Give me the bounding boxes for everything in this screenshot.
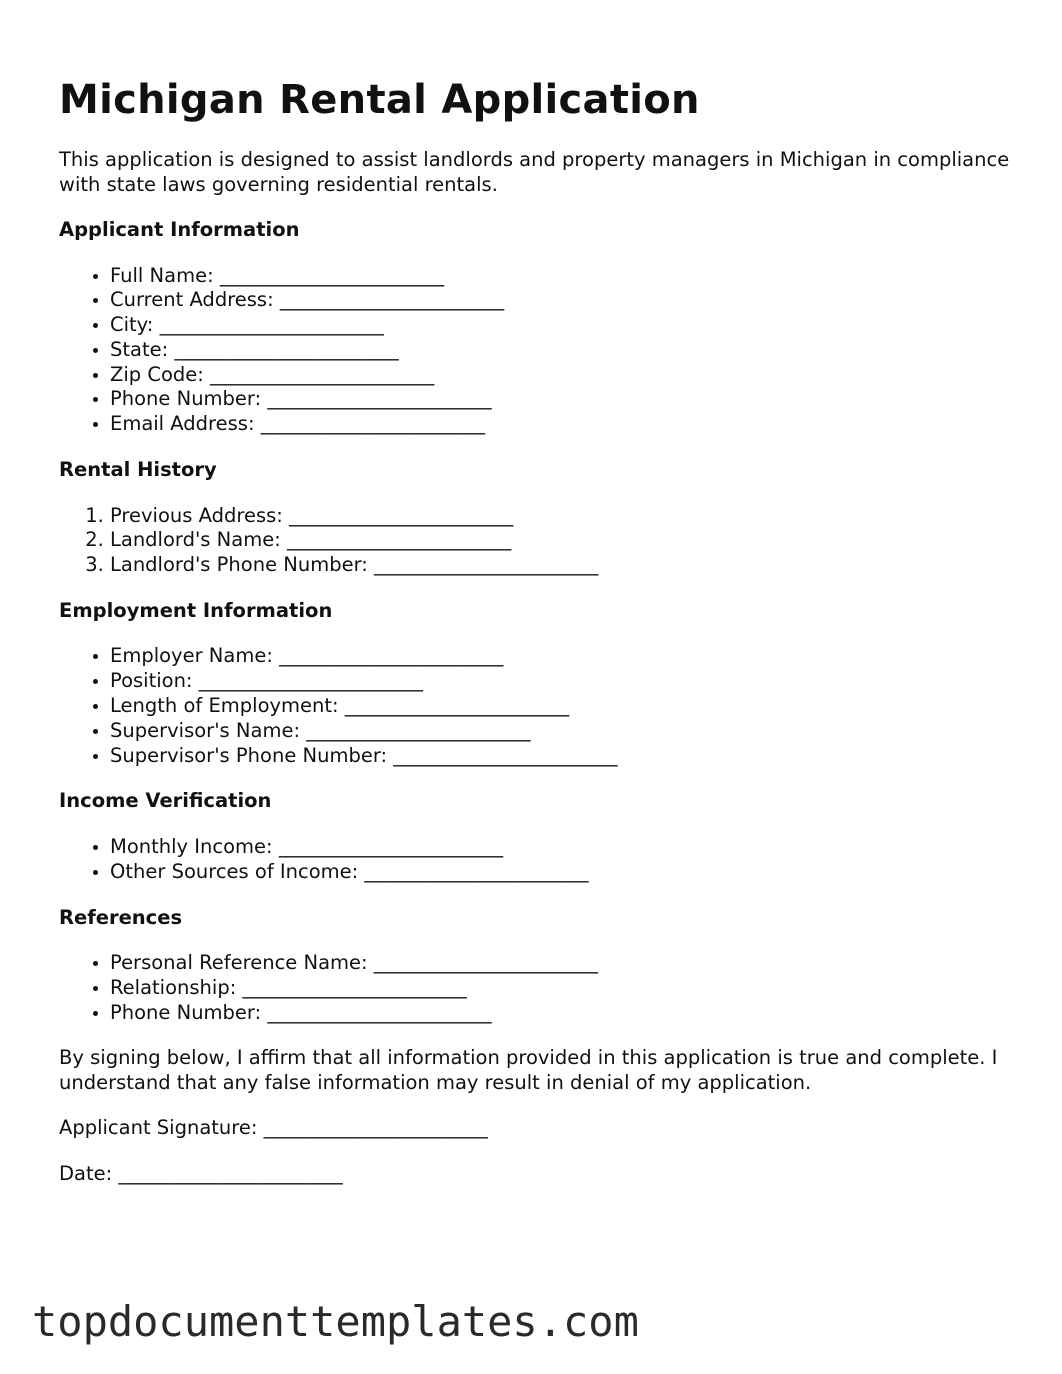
field-label: Zip Code: bbox=[110, 362, 204, 386]
list-item bbox=[110, 835, 1019, 860]
blank-line[interactable]: _______________________ bbox=[364, 859, 589, 883]
document-page bbox=[59, 70, 1019, 1207]
field-label: Position: bbox=[110, 669, 193, 693]
field-label: State: bbox=[110, 337, 169, 361]
blank-line[interactable]: _______________________ bbox=[393, 743, 618, 767]
list-item bbox=[110, 553, 1019, 578]
list-item bbox=[110, 288, 1019, 313]
blank-line[interactable]: _______________________ bbox=[242, 975, 467, 999]
blank-line[interactable]: _______________________ bbox=[278, 834, 504, 858]
blank-line[interactable]: _______________________ bbox=[306, 718, 531, 742]
field-label: City: bbox=[110, 313, 154, 337]
field-label: Supervisor's Phone Number: bbox=[110, 743, 388, 767]
blank-line[interactable]: _______________________ bbox=[260, 412, 485, 436]
field-label: Current Address: bbox=[110, 288, 274, 312]
blank-line[interactable]: _______________________ bbox=[219, 263, 445, 287]
applicant-fields-list bbox=[59, 264, 1019, 438]
date-label: Date: bbox=[59, 1161, 113, 1185]
field-label: Other Sources of Income: bbox=[110, 859, 359, 883]
list-item bbox=[110, 264, 1019, 289]
list-item bbox=[110, 719, 1019, 744]
field-label: Phone Number: bbox=[110, 1000, 262, 1024]
list-item bbox=[110, 744, 1019, 769]
list-item bbox=[110, 951, 1019, 976]
blank-line[interactable]: _______________________ bbox=[279, 644, 504, 668]
list-item bbox=[110, 860, 1019, 885]
blank-line[interactable]: _______________________ bbox=[267, 387, 492, 411]
list-item bbox=[110, 412, 1019, 437]
employment-fields-list bbox=[59, 644, 1019, 768]
blank-line[interactable]: _______________________ bbox=[286, 528, 512, 552]
field-label: Phone Number: bbox=[110, 387, 262, 411]
signature-label: Applicant Signature: bbox=[59, 1116, 258, 1140]
list-item bbox=[110, 363, 1019, 388]
field-label: Monthly Income: bbox=[110, 834, 273, 858]
blank-line[interactable]: _______________________ bbox=[210, 362, 435, 386]
blank-line[interactable]: _______________________ bbox=[373, 951, 599, 975]
signature-line bbox=[59, 1116, 1019, 1141]
field-label: Previous Address: bbox=[110, 503, 283, 527]
field-label: Personal Reference Name: bbox=[110, 951, 368, 975]
section-heading-employment: Employment Information bbox=[59, 598, 333, 622]
blank-line[interactable]: _______________________ bbox=[198, 669, 423, 693]
intro-paragraph: This application is designed to assist landlords and property managers in Michigan in compliance with state laws governing residential rentals. bbox=[59, 148, 1010, 196]
list-item bbox=[110, 313, 1019, 338]
watermark: topdocumenttemplates.com bbox=[32, 1297, 639, 1346]
field-label: Email Address: bbox=[110, 412, 255, 436]
section-heading-income: Income Verification bbox=[59, 789, 272, 813]
blank-line[interactable]: _______________________ bbox=[279, 288, 505, 312]
references-fields-list bbox=[59, 951, 1019, 1025]
date-line bbox=[59, 1162, 1019, 1187]
rental-history-fields-list bbox=[59, 504, 1019, 578]
section-heading-references: References bbox=[59, 905, 183, 929]
list-item bbox=[110, 387, 1019, 412]
list-item bbox=[110, 976, 1019, 1001]
list-item bbox=[110, 528, 1019, 553]
field-label: Relationship: bbox=[110, 975, 237, 999]
field-label: Landlord's Name: bbox=[110, 528, 281, 552]
blank-line[interactable]: _______________________ bbox=[159, 313, 384, 337]
page-title: Michigan Rental Application bbox=[59, 77, 700, 123]
list-item bbox=[110, 338, 1019, 363]
section-heading-applicant: Applicant Information bbox=[59, 218, 300, 241]
list-item bbox=[110, 669, 1019, 694]
field-label: Employer Name: bbox=[110, 644, 273, 668]
list-item bbox=[110, 694, 1019, 719]
date-blank[interactable]: _______________________ bbox=[118, 1161, 343, 1185]
blank-line[interactable]: _______________________ bbox=[174, 337, 399, 361]
field-label: Supervisor's Name: bbox=[110, 718, 301, 742]
blank-line[interactable]: _______________________ bbox=[374, 553, 599, 577]
affirmation-paragraph: By signing below, I affirm that all information provided in this application is true and complete. I understand that any false information may result in denial of my application. bbox=[59, 1046, 998, 1094]
field-label: Landlord's Phone Number: bbox=[110, 553, 368, 577]
list-item bbox=[110, 1001, 1019, 1026]
signature-blank[interactable]: _______________________ bbox=[263, 1116, 488, 1140]
field-label: Length of Employment: bbox=[110, 694, 339, 718]
list-item bbox=[110, 644, 1019, 669]
list-item bbox=[110, 504, 1019, 529]
blank-line[interactable]: _______________________ bbox=[344, 694, 570, 718]
income-fields-list bbox=[59, 835, 1019, 885]
field-label: Full Name: bbox=[110, 263, 214, 287]
section-heading-rental-history: Rental History bbox=[59, 458, 217, 482]
blank-line[interactable]: _______________________ bbox=[289, 503, 514, 527]
blank-line[interactable]: _______________________ bbox=[267, 1000, 492, 1024]
